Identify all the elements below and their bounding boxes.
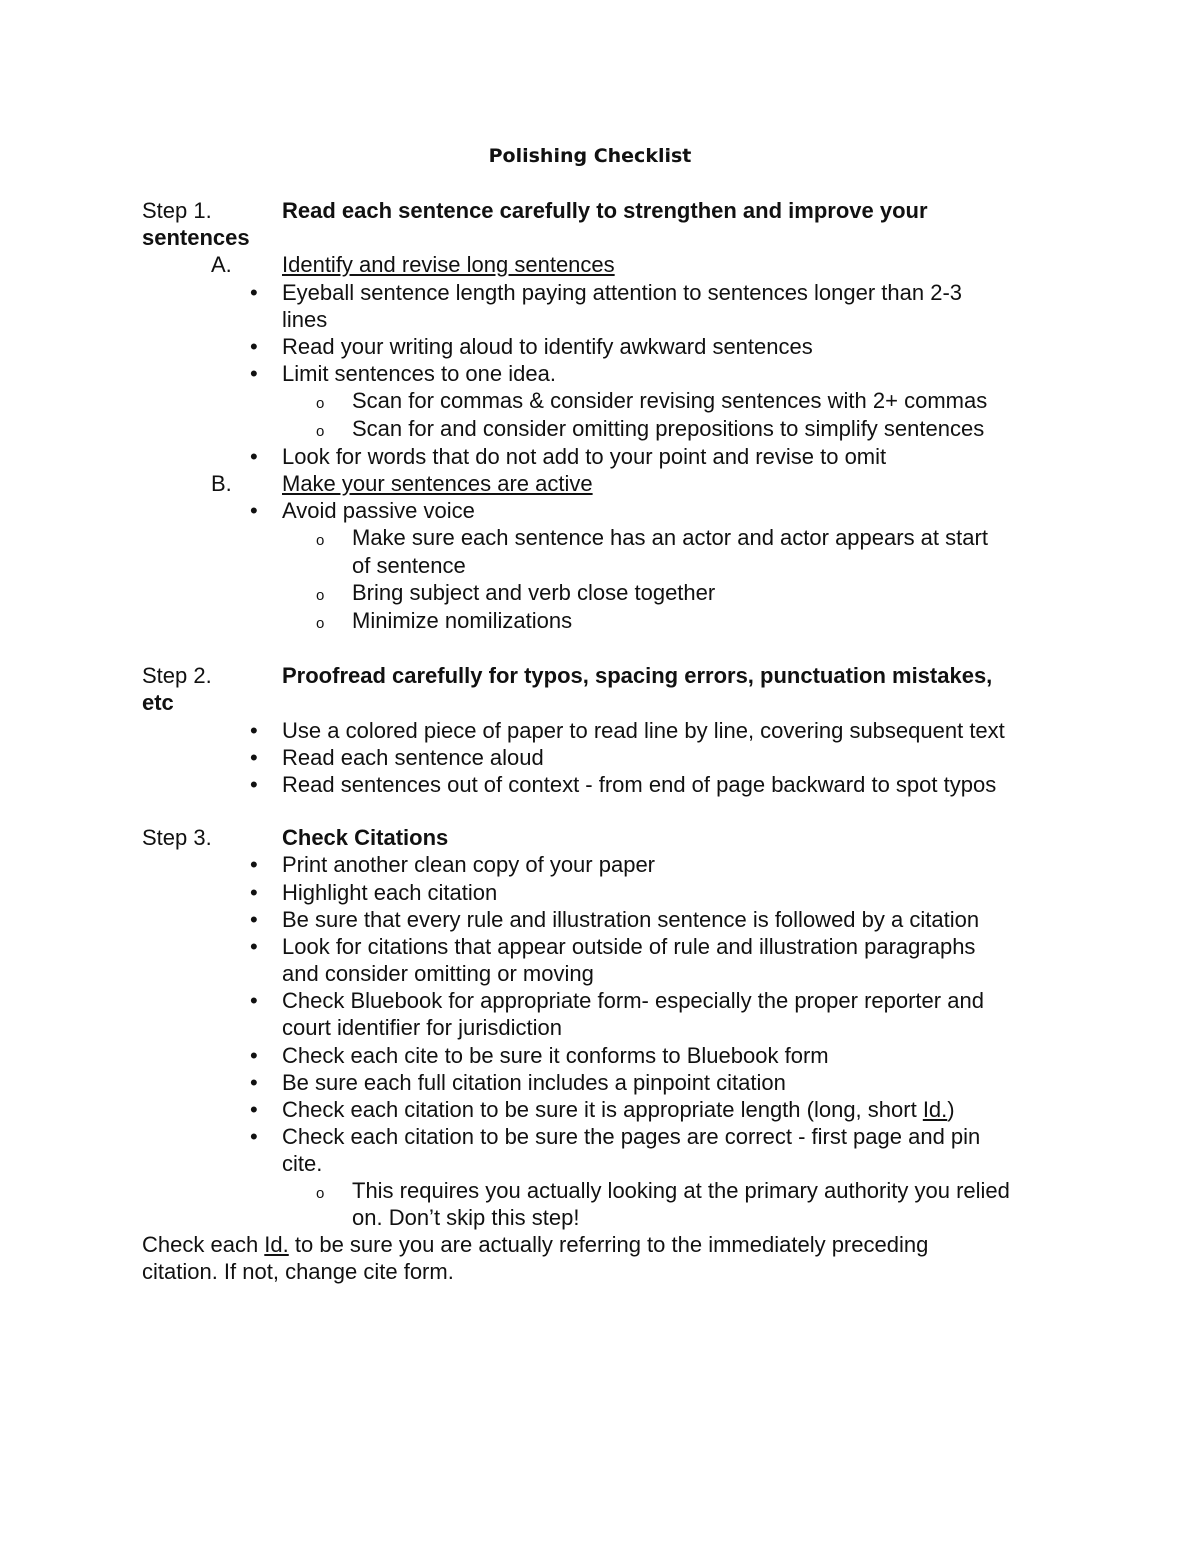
closing-text-cont: to be sure you are actually referring to the immediately preceding [288, 1232, 929, 1257]
list-item-cont: court identifier for jurisdiction [282, 1015, 563, 1040]
step3-heading: Check Citations [282, 825, 449, 850]
bullet-icon: • [250, 934, 258, 959]
bullet-icon: • [250, 444, 258, 469]
bullet-icon: • [250, 772, 258, 797]
list-item [282, 1096, 955, 1123]
bullet-icon: • [250, 280, 258, 305]
step1-heading: Read each sentence carefully to strengthen and improve your [282, 198, 928, 223]
list-item: Eyeball sentence length paying attention to sentences longer than 2-3 [282, 280, 963, 305]
step1-label: Step 1. [142, 198, 212, 223]
list-item: Check each citation to be sure the pages are correct - first page and pin [282, 1124, 981, 1149]
step2-label: Step 2. [142, 663, 212, 688]
circle-bullet-icon: o [316, 423, 325, 440]
circle-bullet-icon: o [316, 395, 325, 412]
list-item: Look for citations that appear outside of rule and illustration paragraphs [282, 934, 976, 959]
bullet-icon: • [250, 745, 258, 770]
sub-list-item: Scan for and consider omitting prepositions to simplify sentences [352, 416, 985, 441]
circle-bullet-icon: o [316, 615, 325, 632]
list-item: Limit sentences to one idea. [282, 361, 556, 386]
page-title: Polishing Checklist [488, 145, 692, 167]
bullet-icon: • [250, 852, 258, 877]
bullet-icon: • [250, 334, 258, 359]
step2-heading-cont: etc [142, 690, 174, 715]
bullet-icon: • [250, 1097, 258, 1122]
list-item: Use a colored piece of paper to read line by line, covering subsequent text [282, 718, 1005, 743]
bullet-icon: • [250, 1124, 258, 1149]
bullet-icon: • [250, 498, 258, 523]
bullet-icon: • [250, 880, 258, 905]
closing-text: Check each [142, 1232, 265, 1257]
list-item: Be sure that every rule and illustration sentence is followed by a citation [282, 907, 980, 932]
id-signal: Id. [922, 1097, 948, 1122]
step3-label: Step 3. [142, 825, 212, 850]
bullet-icon: • [250, 907, 258, 932]
list-item-cont: lines [282, 307, 328, 332]
list-item-text-end: ) [947, 1097, 955, 1122]
step2-heading: Proofread carefully for typos, spacing errors, punctuation mistakes, [282, 663, 993, 688]
circle-bullet-icon: o [316, 587, 325, 604]
sub-list-item-cont: of sentence [352, 553, 466, 578]
list-item: Be sure each full citation includes a pinpoint citation [282, 1070, 786, 1095]
section-a-letter: A. [211, 252, 232, 277]
bullet-icon: • [250, 1070, 258, 1095]
sub-list-item: Minimize nomilizations [352, 608, 573, 633]
sub-list-item-cont: on. Don’t skip this step! [352, 1205, 580, 1230]
circle-bullet-icon: o [316, 1185, 325, 1202]
bullet-icon: • [250, 1043, 258, 1068]
circle-bullet-icon: o [316, 532, 325, 549]
bullet-icon: • [250, 988, 258, 1013]
list-item-cont: cite. [282, 1151, 323, 1176]
section-b-letter: B. [211, 471, 232, 496]
id-signal: Id. [264, 1232, 289, 1257]
list-item: Read your writing aloud to identify awkward sentences [282, 334, 813, 359]
list-item: Read each sentence aloud [282, 745, 544, 770]
sub-list-item: Bring subject and verb close together [352, 580, 716, 605]
bullet-icon: • [250, 361, 258, 386]
list-item: Check Bluebook for appropriate form- especially the proper reporter and [282, 988, 984, 1013]
list-item: Read sentences out of context - from end of page backward to spot typos [282, 772, 997, 797]
step1-heading-cont: sentences [142, 225, 250, 250]
list-item: Highlight each citation [282, 880, 498, 905]
sub-list-item: Make sure each sentence has an actor and actor appears at start [352, 525, 988, 550]
list-item-text: Check each citation to be sure it is appropriate length (long, short [282, 1097, 923, 1122]
sub-list-item: This requires you actually looking at the primary authority you relied [352, 1178, 1010, 1203]
closing-paragraph-cont: citation. If not, change cite form. [142, 1259, 454, 1284]
list-item: Print another clean copy of your paper [282, 852, 656, 877]
closing-paragraph [142, 1231, 928, 1258]
list-item: Avoid passive voice [282, 498, 475, 523]
list-item: Look for words that do not add to your point and revise to omit [282, 444, 887, 469]
list-item-cont: and consider omitting or moving [282, 961, 594, 986]
bullet-icon: • [250, 718, 258, 743]
section-a-title: Identify and revise long sentences [282, 252, 615, 277]
section-b-title: Make your sentences are active [282, 471, 593, 496]
list-item: Check each cite to be sure it conforms to Bluebook form [282, 1043, 829, 1068]
sub-list-item: Scan for commas & consider revising sentences with 2+ commas [352, 388, 988, 413]
